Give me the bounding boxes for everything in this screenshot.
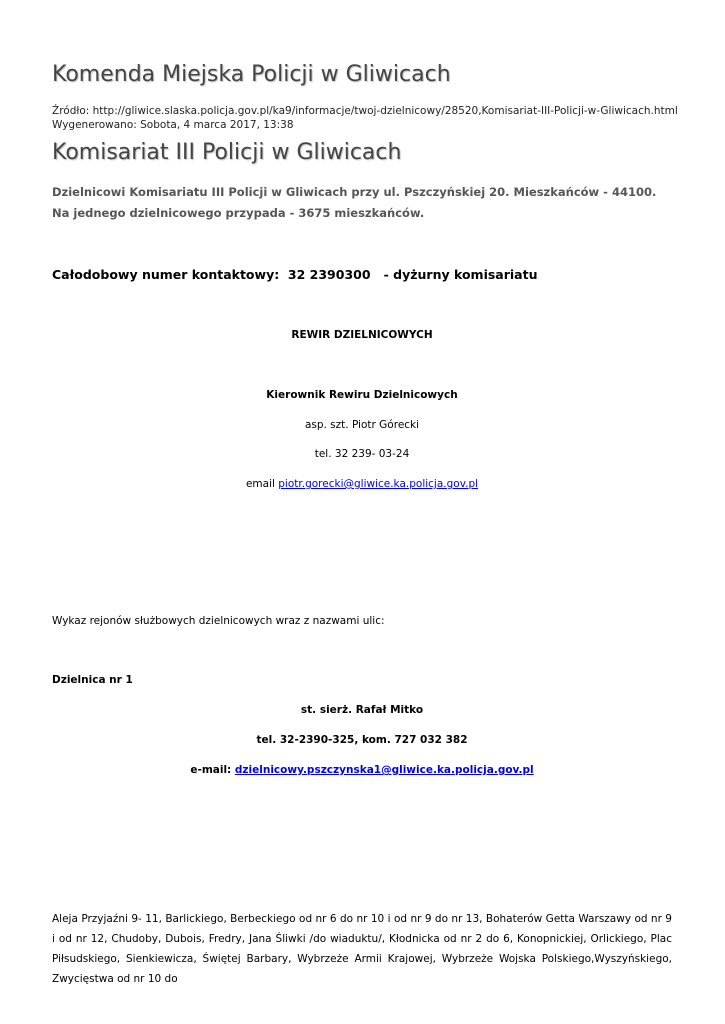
site-title: Komenda Miejska Policji w Gliwicach (52, 62, 451, 87)
manager-heading: Kierownik Rewiru Dzielnicowych (266, 389, 458, 401)
intro-paragraph: Dzielnicowi Komisariatu III Policji w Gliwicach przy ul. Pszczyńskiej 20. Mieszkańców - 44100. Na jednego dzielnicowego przypada - 3675 mieszkańców. (52, 185, 657, 220)
generated-line: Wygenerowano: Sobota, 4 marca 2017, 13:38 (52, 119, 294, 131)
article-title: Komisariat III Policji w Gliwicach (52, 140, 402, 165)
hotline-text: Całodobowy numer kontaktowy: 32 2390300 - dyżurny komisariatu (52, 267, 538, 282)
document-metadata (52, 104, 678, 132)
manager-email-link[interactable]: piotr.gorecki@gliwice.ka.policja.gov.pl (278, 478, 479, 490)
district-officer: st. sierż. Rafał Mitko (300, 704, 424, 716)
manager-email-label: email (245, 478, 279, 490)
district-label: Dzielnica nr 1 (52, 674, 133, 686)
district-email-label: e-mail: (190, 764, 235, 776)
manager-phone: tel. 32 239- 03-24 (314, 448, 410, 460)
street-list: Aleja Przyjaźni 9- 11, Barlickiego, Berbeckiego od nr 6 do nr 10 i od nr 9 do nr 13, Bohaterów Getta Warszawy od nr 9 i od nr 12, Chudoby, Dubois, Fredry, Jana Śliwki /do wiaduktu/, Kłodnicka od nr 2 do 6, Konopnickiej, Orlickiego, Plac Piłsudskiego, Sienkiewicza, Świętej Barbary, Wybrzeże Armii Krajowej, Wybrzeże Wojska Polskiego,Wyszyńskiego, Zwycięstwa od nr 10 do (52, 913, 672, 985)
manager-name: asp. szt. Piotr Górecki (304, 419, 420, 431)
district-email-line (52, 764, 672, 776)
rewir-heading: REWIR DZIELNICOWYCH (291, 329, 433, 341)
list-intro: Wykaz rejonów służbowych dzielnicowych wraz z nazwami ulic: (52, 615, 385, 627)
source-line: Źródło: http://gliwice.slaska.policja.gov.pl/ka9/informacje/twoj-dzielnicowy/28520,Komisariat-III-Policji-w-Gliwicach.html (52, 105, 678, 117)
district-phone: tel. 32-2390-325, kom. 727 032 382 (256, 734, 468, 746)
manager-email-line (52, 478, 672, 490)
district-email-link[interactable]: dzielnicowy.pszczynska1@gliwice.ka.policja.gov.pl (234, 764, 534, 776)
